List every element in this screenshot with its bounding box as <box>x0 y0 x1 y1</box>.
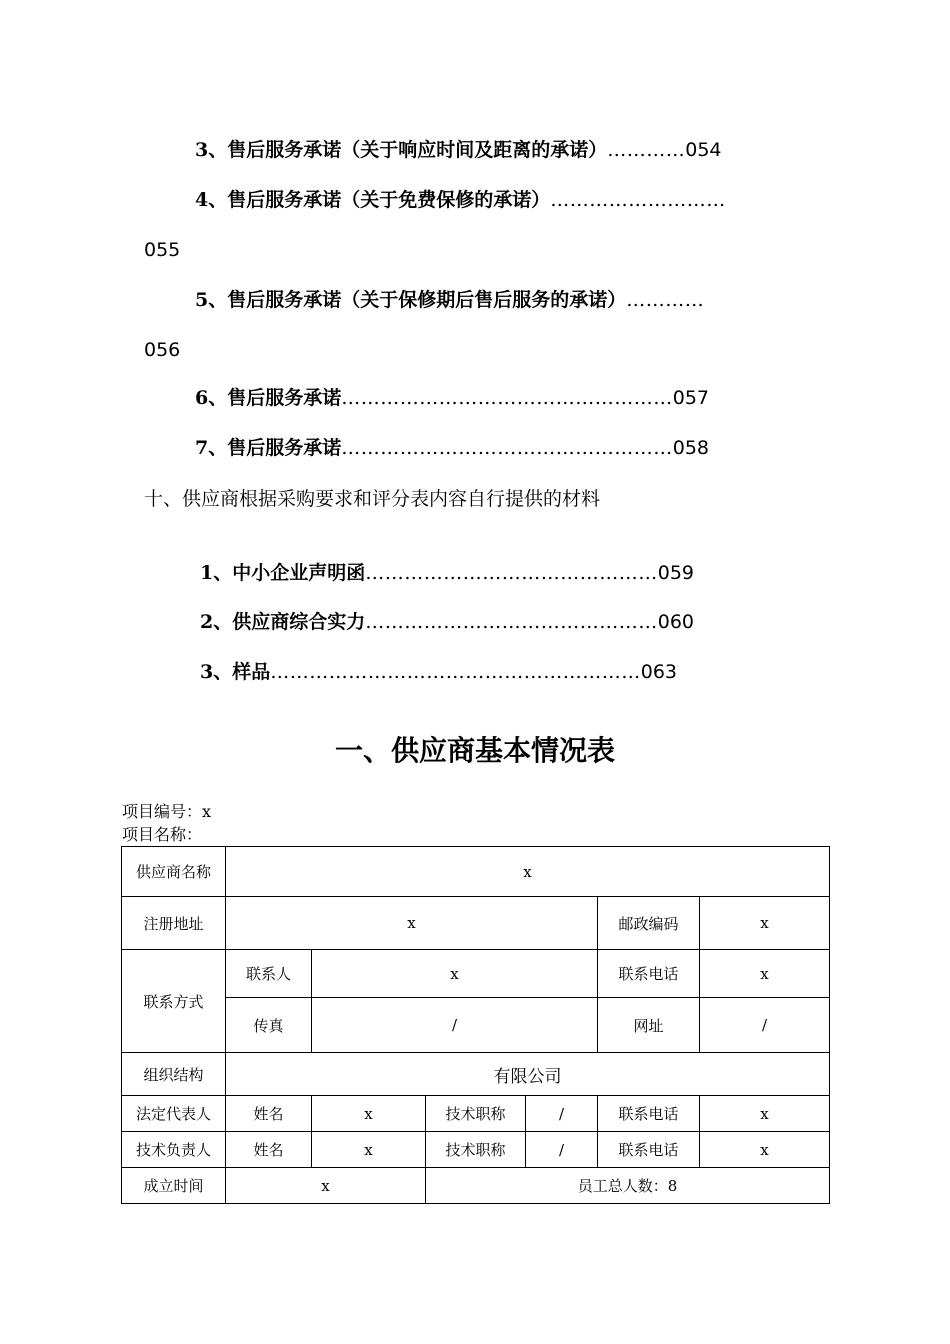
contact-person-value: x <box>312 950 598 998</box>
toc-entry-label: 3、样品 <box>200 661 271 683</box>
toc-entry-6[interactable] <box>195 386 709 410</box>
toc-entry-label: 3、售后服务承诺（关于响应时间及距离的承诺） <box>195 139 608 161</box>
legal-rep-title-label: 技术职称 <box>426 1096 526 1132</box>
toc-page-number: 063 <box>640 661 677 683</box>
toc-entry-label: 1、中小企业声明函 <box>200 562 366 584</box>
tech-lead-name-label: 姓名 <box>226 1132 312 1168</box>
contact-phone-label: 联系电话 <box>598 950 700 998</box>
contact-phone-value: x <box>700 950 830 998</box>
website-label: 网址 <box>598 998 700 1053</box>
legal-rep-phone-value: x <box>700 1096 830 1132</box>
website-value: / <box>700 998 830 1053</box>
toc-leader-dots: ………… <box>626 289 705 311</box>
founded-label: 成立时间 <box>122 1168 226 1204</box>
contact-person-label: 联系人 <box>226 950 312 998</box>
toc-leader-dots: …………………………………………… <box>341 437 673 459</box>
founded-value: x <box>226 1168 426 1204</box>
toc-leader-dots: ………… <box>607 139 686 161</box>
legal-rep-name-label: 姓名 <box>226 1096 312 1132</box>
toc-entry-label: 4、售后服务承诺（关于免费保修的承诺） <box>195 189 551 211</box>
toc-entry-7[interactable] <box>195 436 709 460</box>
legal-rep-phone-label: 联系电话 <box>598 1096 700 1132</box>
fax-value: / <box>312 998 598 1053</box>
org-label: 组织结构 <box>122 1053 226 1096</box>
legal-rep-title-value: / <box>526 1096 598 1132</box>
toc-entry-s10-3[interactable] <box>200 660 677 684</box>
toc-page-number: 057 <box>672 387 709 409</box>
toc-page-number: 060 <box>657 611 694 633</box>
toc-page-number: 058 <box>672 437 709 459</box>
project-number: 项目编号：x <box>122 802 212 821</box>
tech-lead-phone-label: 联系电话 <box>598 1132 700 1168</box>
tech-lead-label: 技术负责人 <box>122 1132 226 1168</box>
tech-lead-name-value: x <box>312 1132 426 1168</box>
toc-entry-4[interactable] <box>195 188 726 212</box>
toc-leader-dots: …………………………………………… <box>341 387 673 409</box>
tech-lead-title-label: 技术职称 <box>426 1132 526 1168</box>
supplier-name-label: 供应商名称 <box>122 847 226 897</box>
supplier-info-table <box>121 846 830 1204</box>
legal-rep-name-value: x <box>312 1096 426 1132</box>
toc-page-number: 054 <box>685 139 722 161</box>
toc-page-number: 059 <box>657 562 694 584</box>
toc-entry-label: 5、售后服务承诺（关于保修期后售后服务的承诺） <box>195 289 627 311</box>
toc-entry-label: 2、供应商综合实力 <box>200 611 366 633</box>
tech-lead-phone-value: x <box>700 1132 830 1168</box>
address-label: 注册地址 <box>122 897 226 950</box>
fax-label: 传真 <box>226 998 312 1053</box>
toc-section-ten[interactable]: 十、供应商根据采购要求和评分表内容自行提供的材料 <box>144 488 601 510</box>
toc-entry-5[interactable] <box>195 288 704 312</box>
legal-rep-label: 法定代表人 <box>122 1096 226 1132</box>
toc-leader-dots: ………………………………………………… <box>270 661 641 683</box>
project-name: 项目名称： <box>122 825 203 844</box>
toc-entry-s10-2[interactable] <box>200 610 694 634</box>
section-heading: 一、供应商基本情况表 <box>334 734 615 767</box>
tech-lead-title-value: / <box>526 1132 598 1168</box>
toc-entry-label: 7、售后服务承诺 <box>195 437 342 459</box>
contact-label: 联系方式 <box>122 950 226 1053</box>
toc-entry-s10-1[interactable] <box>200 561 694 585</box>
toc-page-number: 055 <box>144 239 181 261</box>
supplier-name-value: x <box>226 847 830 897</box>
toc-page-number: 056 <box>144 339 181 361</box>
toc-leader-dots: ……………………… <box>550 189 726 211</box>
postcode-label: 邮政编码 <box>598 897 700 950</box>
toc-entry-label: 6、售后服务承诺 <box>195 387 342 409</box>
org-value: 有限公司 <box>226 1053 830 1096</box>
employee-count: 员工总人数：8 <box>426 1168 830 1204</box>
toc-entry-3[interactable] <box>195 138 722 162</box>
toc-leader-dots: ……………………………………… <box>365 562 658 584</box>
address-value: x <box>226 897 598 950</box>
toc-leader-dots: ……………………………………… <box>365 611 658 633</box>
postcode-value: x <box>700 897 830 950</box>
